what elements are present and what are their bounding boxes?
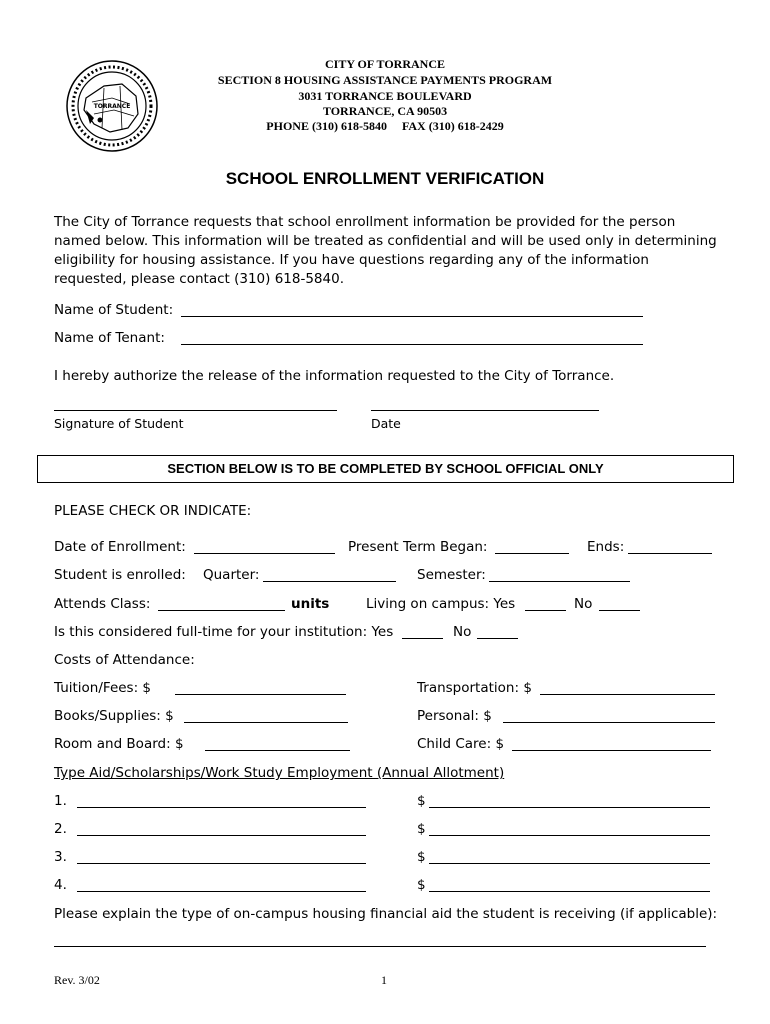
aid-number-1: 1. [54, 793, 67, 809]
living-no-label: No [574, 596, 593, 612]
transportation-field[interactable] [540, 694, 715, 695]
aid-dollar-2: $ [417, 821, 426, 837]
tuition-label: Tuition/Fees: $ [54, 680, 152, 696]
quarter-field[interactable] [263, 581, 396, 582]
page-title: SCHOOL ENROLLMENT VERIFICATION [225, 169, 545, 188]
full-time-no-label: No [453, 624, 472, 640]
aid-type-2-field[interactable] [77, 835, 366, 836]
tenant-name-field[interactable] [181, 344, 643, 345]
aid-number-4: 4. [54, 877, 67, 893]
costs-label: Costs of Attendance: [54, 652, 195, 668]
full-time-label: Is this considered full-time for your institution: Yes [54, 624, 394, 640]
signature-label: Signature of Student [54, 416, 184, 431]
school-official-section-header [37, 455, 734, 483]
header-street: 3031 TORRANCE BOULEVARD [298, 89, 472, 103]
tuition-field[interactable] [175, 694, 346, 695]
aid-amount-3-field[interactable] [429, 863, 710, 864]
attends-class-field[interactable] [158, 610, 285, 611]
aid-type-3-field[interactable] [77, 863, 366, 864]
student-name-field[interactable] [181, 316, 643, 317]
semester-field[interactable] [489, 581, 630, 582]
page-number: 1 [381, 973, 387, 987]
aid-type-1-field[interactable] [77, 807, 366, 808]
header-city-state: TORRANCE, CA 90503 [322, 104, 448, 118]
books-field[interactable] [184, 722, 348, 723]
section-header-text: SECTION BELOW IS TO BE COMPLETED BY SCHOOL OFFICIAL ONLY [167, 461, 604, 476]
explain-field[interactable] [54, 946, 706, 947]
transportation-label: Transportation: $ [417, 680, 532, 696]
units-label: units [291, 596, 330, 612]
date-field[interactable] [371, 410, 599, 411]
term-ends-field[interactable] [628, 553, 712, 554]
child-care-label: Child Care: $ [417, 736, 505, 752]
aid-dollar-4: $ [417, 877, 426, 893]
header-phone-fax: PHONE (310) 618-5840 FAX (310) 618-2429 [266, 119, 504, 133]
enrolled-label: Student is enrolled: [54, 567, 186, 583]
header-program: SECTION 8 HOUSING ASSISTANCE PAYMENTS PROGRAM [217, 73, 553, 87]
full-time-yes-field[interactable] [402, 638, 443, 639]
personal-label: Personal: $ [417, 708, 492, 724]
aid-amount-4-field[interactable] [429, 891, 710, 892]
living-no-field[interactable] [599, 610, 640, 611]
revision-label: Rev. 3/02 [54, 973, 100, 987]
tenant-name-label: Name of Tenant: [54, 330, 165, 346]
term-began-label: Present Term Began: [348, 539, 488, 555]
living-yes-field[interactable] [525, 610, 566, 611]
header-city: CITY OF TORRANCE [324, 57, 446, 71]
semester-label: Semester: [417, 567, 486, 583]
aid-number-2: 2. [54, 821, 67, 837]
aid-type-4-field[interactable] [77, 891, 366, 892]
aid-dollar-3: $ [417, 849, 426, 865]
enrollment-date-label: Date of Enrollment: [54, 539, 186, 555]
room-board-field[interactable] [205, 750, 350, 751]
explain-label: Please explain the type of on-campus housing financial aid the student is receiving (if applicable): [54, 906, 718, 922]
aid-dollar-1: $ [417, 793, 426, 809]
term-began-field[interactable] [495, 553, 569, 554]
term-ends-label: Ends: [587, 539, 625, 555]
aid-number-3: 3. [54, 849, 67, 865]
aid-heading: Type Aid/Scholarships/Work Study Employment (Annual Allotment) [54, 765, 505, 781]
enrollment-date-field[interactable] [194, 553, 335, 554]
books-label: Books/Supplies: $ [54, 708, 174, 724]
signature-field[interactable] [54, 410, 337, 411]
quarter-label: Quarter: [203, 567, 260, 583]
svg-text:TORRANCE: TORRANCE [93, 103, 131, 110]
intro-paragraph: The City of Torrance requests that school enrollment information be provided for the person named below. This information will be treated as confidential and will be used only in determining eligibility for housing assistance. If you have questions regarding any of the information requested, please contact (310) 618-5840. [54, 214, 717, 287]
aid-amount-2-field[interactable] [429, 835, 710, 836]
city-seal-logo [64, 58, 160, 154]
personal-field[interactable] [503, 722, 715, 723]
child-care-field[interactable] [512, 750, 711, 751]
authorization-text: I hereby authorize the release of the information requested to the City of Torrance. [54, 368, 615, 384]
date-label: Date [371, 416, 401, 431]
attends-class-label: Attends Class: [54, 596, 151, 612]
full-time-no-field[interactable] [477, 638, 518, 639]
aid-amount-1-field[interactable] [429, 807, 710, 808]
student-name-label: Name of Student: [54, 302, 174, 318]
living-on-campus-label: Living on campus: Yes [366, 596, 516, 612]
check-indicate-label: PLEASE CHECK OR INDICATE: [54, 503, 252, 519]
room-board-label: Room and Board: $ [54, 736, 184, 752]
